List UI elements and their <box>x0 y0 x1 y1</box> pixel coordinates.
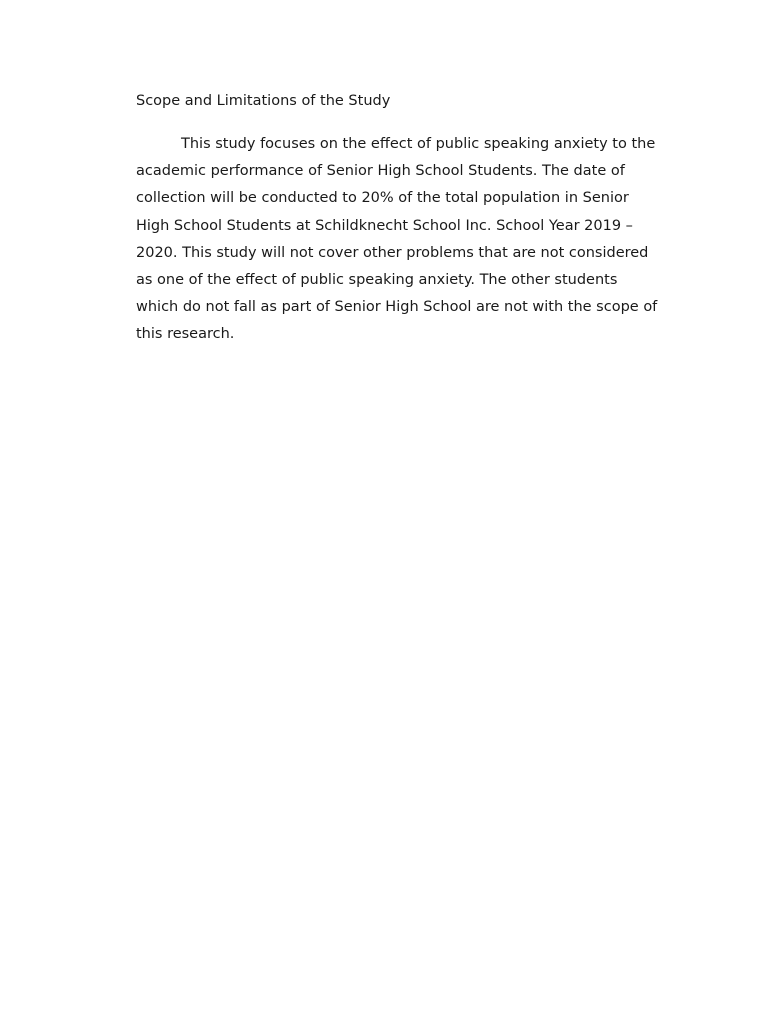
paragraph-line: collection will be conducted to 20% of the total population in Senior <box>136 190 629 207</box>
paragraph-line: this research. <box>136 326 235 343</box>
paragraph-line: High School Students at Schildknecht School Inc. School Year 2019 – <box>136 217 633 234</box>
paragraph-line: as one of the effect of public speaking anxiety. The other students <box>136 272 618 289</box>
paragraph-line: 2020. This study will not cover other problems that are not considered <box>136 244 649 261</box>
paragraph-line: This study focuses on the effect of public speaking anxiety to the <box>181 136 656 152</box>
body-paragraph <box>136 131 684 349</box>
paragraph-line: which do not fall as part of Senior High School are not with the scope of <box>136 299 658 316</box>
document-content <box>136 91 684 349</box>
paragraph-line: academic performance of Senior High School Students. The date of <box>136 163 625 180</box>
section-heading: Scope and Limitations of the Study <box>136 93 391 109</box>
